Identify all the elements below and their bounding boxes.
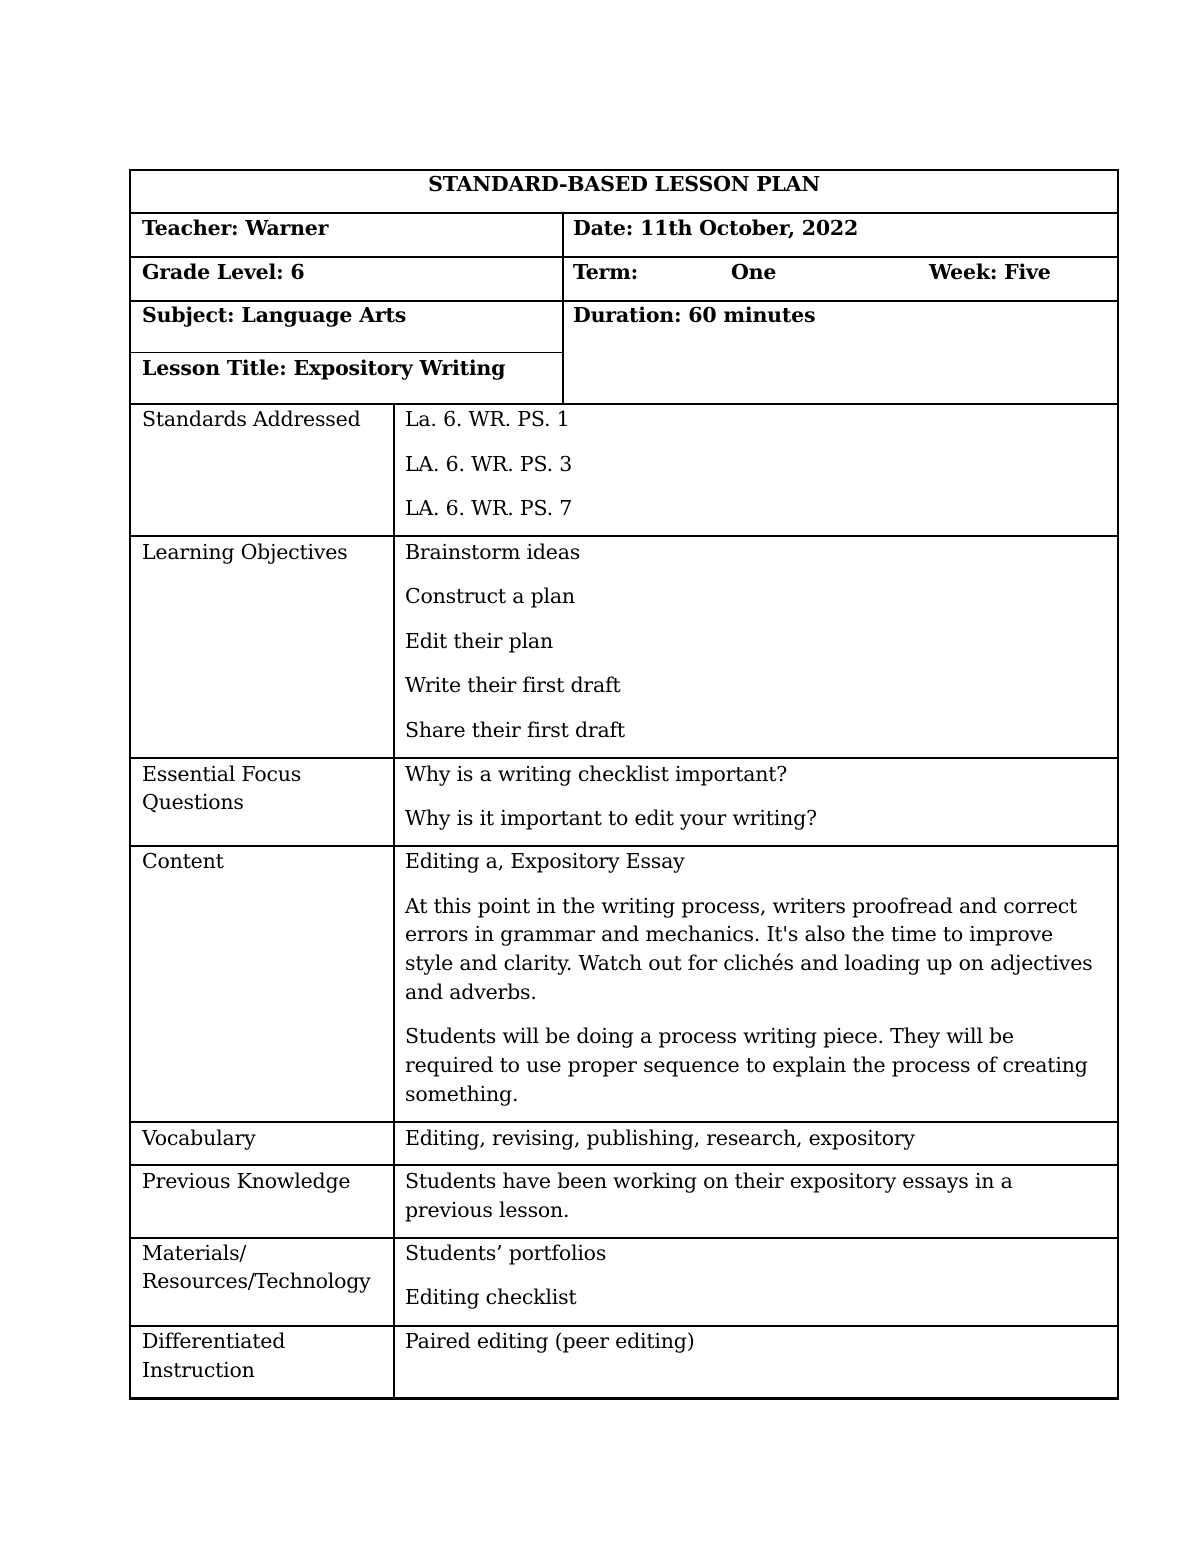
column-divider (393, 403, 395, 1400)
row-divider (129, 352, 563, 353)
term-label: Term: (573, 260, 639, 284)
subject-field: Subject: Language Arts (142, 303, 407, 327)
duration-field: Duration: 60 minutes (573, 303, 816, 327)
vocabulary-label: Vocabulary (142, 1126, 256, 1150)
row-divider (129, 1121, 1119, 1123)
content-heading: Editing a, Expository Essay (405, 849, 685, 873)
objective-item: Share their first draft (405, 718, 625, 742)
content-paragraph-line: something. (405, 1082, 519, 1106)
objective-item: Construct a plan (405, 584, 575, 608)
objectives-label: Learning Objectives (142, 540, 348, 564)
standard-item: La. 6. WR. PS. 1 (405, 407, 570, 431)
focus-question: Why is it important to edit your writing? (405, 806, 817, 830)
objective-item: Edit their plan (405, 629, 553, 653)
material-item: Students’ portfolios (405, 1241, 607, 1265)
table-border-bottom (129, 1397, 1119, 1400)
table-border-right (1117, 169, 1119, 1400)
objective-item: Brainstorm ideas (405, 540, 581, 564)
content-paragraph-line: errors in grammar and mechanics. It's also the time to improve (405, 922, 1053, 946)
previous-knowledge-line: Students have been working on their expository essays in a (405, 1169, 1013, 1193)
objective-item: Write their first draft (405, 673, 621, 697)
focus-label: Essential Focus (142, 762, 302, 786)
content-paragraph-line: required to use proper sequence to explain the process of creating (405, 1053, 1088, 1077)
grade-level-field: Grade Level: 6 (142, 260, 305, 284)
content-paragraph-line: style and clarity. Watch out for clichés and loading up on adjectives (405, 951, 1093, 975)
row-divider (129, 1237, 1119, 1239)
date-field: Date: 11th October, 2022 (573, 216, 859, 240)
standard-item: LA. 6. WR. PS. 7 (405, 496, 573, 520)
row-divider (129, 535, 1119, 537)
content-paragraph-line: At this point in the writing process, writers proofread and correct (405, 894, 1078, 918)
lesson-title-field: Lesson Title: Expository Writing (142, 356, 506, 380)
row-divider (129, 1164, 1119, 1166)
week-field: Week: Five (929, 260, 1051, 284)
materials-label: Materials/ (142, 1241, 247, 1265)
material-item: Editing checklist (405, 1285, 577, 1309)
column-divider (562, 212, 564, 405)
table-border-left (129, 169, 131, 1400)
focus-question: Why is a writing checklist important? (405, 762, 788, 786)
content-label: Content (142, 849, 224, 873)
previous-knowledge-label: Previous Knowledge (142, 1169, 351, 1193)
document-title: STANDARD-BASED LESSON PLAN (428, 172, 820, 196)
standards-label: Standards Addressed (142, 407, 361, 431)
focus-label: Questions (142, 790, 244, 814)
teacher-field: Teacher: Warner (142, 216, 329, 240)
term-value: One (731, 260, 777, 284)
row-divider (129, 757, 1119, 759)
differentiated-label: Instruction (142, 1358, 255, 1382)
differentiated-label: Differentiated (142, 1329, 286, 1353)
previous-knowledge-line: previous lesson. (405, 1198, 570, 1222)
vocabulary-value: Editing, revising, publishing, research, expository (405, 1126, 915, 1150)
content-paragraph-line: and adverbs. (405, 980, 537, 1004)
standard-item: LA. 6. WR. PS. 3 (405, 452, 573, 476)
content-paragraph-line: Students will be doing a process writing piece. They will be (405, 1024, 1014, 1048)
materials-label: Resources/Technology (142, 1269, 371, 1293)
differentiated-value: Paired editing (peer editing) (405, 1329, 695, 1353)
